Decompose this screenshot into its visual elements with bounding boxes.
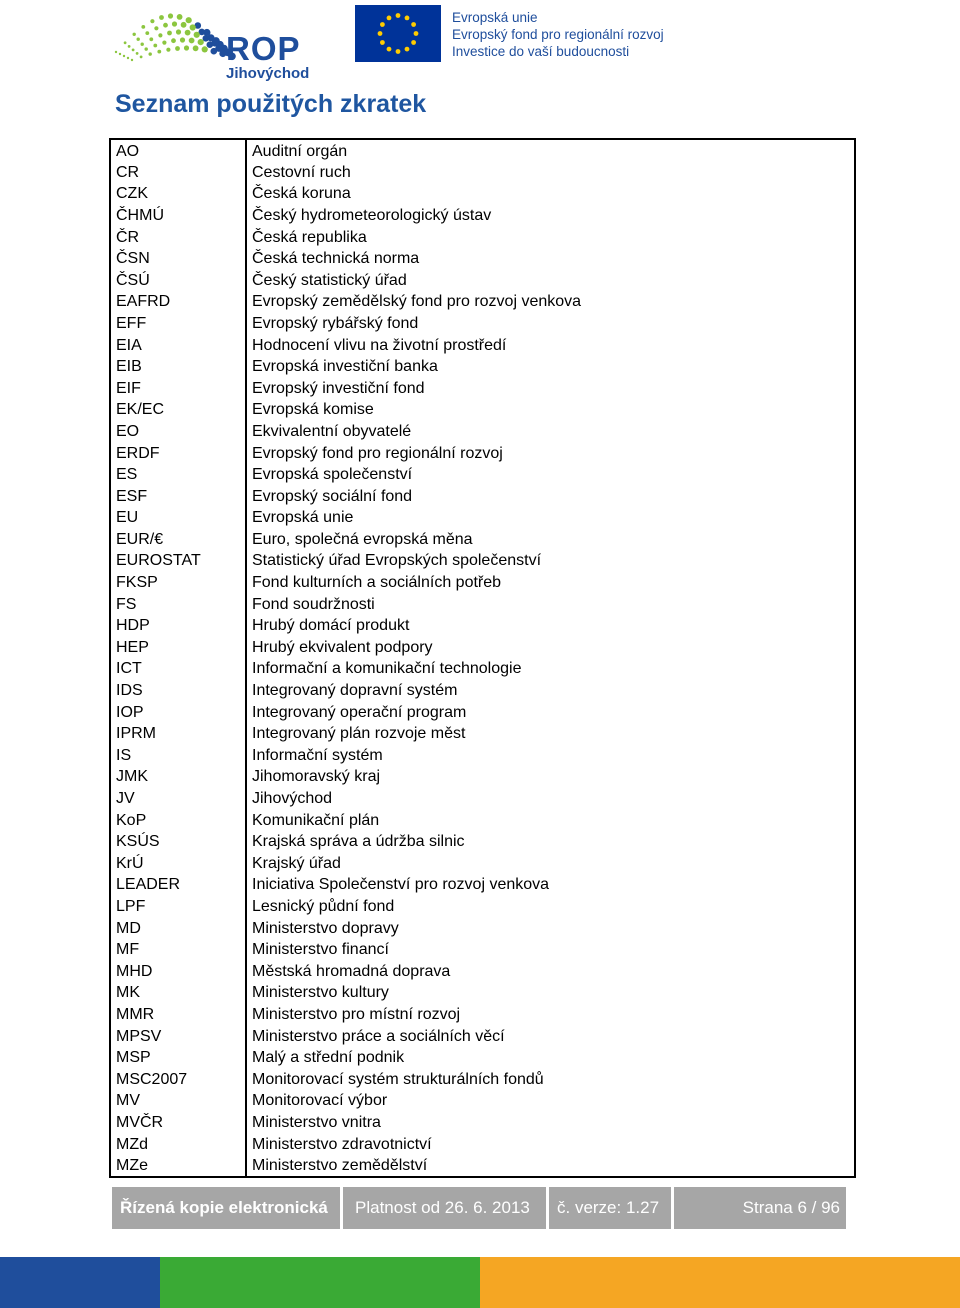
abbreviation-cell: MPSV xyxy=(110,1026,246,1048)
table-row xyxy=(110,939,855,961)
meaning-cell: Ekvivalentní obyvatelé xyxy=(252,422,412,440)
abbreviation-cell: KoP xyxy=(110,810,246,832)
meaning-cell: Český statistický úřad xyxy=(252,271,407,289)
abbreviation-cell: IOP xyxy=(110,702,246,724)
logo-dot xyxy=(145,47,148,50)
footer-page-number: Strana 6 / 96 xyxy=(674,1187,846,1229)
table-row xyxy=(110,572,855,594)
table-row xyxy=(110,680,855,702)
meaning-cell: Integrovaný plán rozvoje měst xyxy=(252,725,466,743)
meaning-cell: Hodnocení vlivu na životní prostředí xyxy=(252,336,507,354)
abbreviation-table xyxy=(109,138,856,1178)
logo-dot xyxy=(185,30,191,36)
abbreviation-cell: MMR xyxy=(110,1004,246,1026)
table-row xyxy=(110,551,855,573)
table-row xyxy=(110,983,855,1005)
meaning-cell: Informační a komunikační technologie xyxy=(252,660,522,678)
table-row xyxy=(110,767,855,789)
table-row xyxy=(110,810,855,832)
meaning-cell: Euro, společná evropská měna xyxy=(252,530,473,548)
page-title: Seznam použitých zkratek xyxy=(115,90,427,118)
meaning-cell: Monitorovací systém strukturálních fondů xyxy=(252,1070,544,1088)
table-row xyxy=(110,529,855,551)
abbreviation-cell: KSÚS xyxy=(110,831,246,853)
abbreviation-cell: MD xyxy=(110,918,246,940)
logo-dot xyxy=(175,46,180,51)
stripe-segment-blue xyxy=(0,1257,160,1308)
logo-dot xyxy=(168,13,173,18)
table-row xyxy=(110,421,855,443)
meaning-cell: Evropská unie xyxy=(252,509,354,527)
logo-dot xyxy=(159,15,164,20)
rop-logo-name: ROP xyxy=(226,30,301,67)
table-row xyxy=(110,1112,855,1134)
logo-dot xyxy=(119,53,121,55)
abbreviation-cell: MSC2007 xyxy=(110,1069,246,1091)
stripe-segment-orange xyxy=(480,1257,960,1308)
eu-star-icon xyxy=(387,16,392,21)
abbreviation-cell: JV xyxy=(110,788,246,810)
meaning-cell: Krajský úřad xyxy=(252,854,341,872)
table-row xyxy=(110,1026,855,1048)
table-row xyxy=(110,205,855,227)
table-row xyxy=(110,335,855,357)
table-row xyxy=(110,139,855,162)
abbreviation-cell: CZK xyxy=(110,184,246,206)
abbreviation-cell: MV xyxy=(110,1091,246,1113)
abbreviation-cell: ICT xyxy=(110,659,246,681)
logo-dot xyxy=(154,26,158,30)
table-row xyxy=(110,659,855,681)
table-row xyxy=(110,702,855,724)
meaning-cell: Česká koruna xyxy=(252,185,351,203)
meaning-cell: Evropská investiční banka xyxy=(252,358,438,376)
meaning-cell: Komunikační plán xyxy=(252,811,380,829)
logo-dot xyxy=(141,25,145,29)
abbreviation-cell: ČSÚ xyxy=(110,270,246,292)
table-row xyxy=(110,1004,855,1026)
abbreviation-cell: KrÚ xyxy=(110,853,246,875)
abbreviation-cell: AO xyxy=(110,139,246,162)
eu-star-icon xyxy=(380,40,385,45)
abbreviation-table-body xyxy=(110,139,855,1177)
table-row xyxy=(110,162,855,184)
abbreviation-cell: IS xyxy=(110,745,246,767)
abbreviation-cell: MZe xyxy=(110,1155,246,1177)
table-row xyxy=(110,961,855,983)
meaning-cell: Evropská komise xyxy=(252,401,374,419)
logo-dot xyxy=(124,41,127,44)
eu-caption-line-1: Evropská unie xyxy=(452,10,538,25)
logo-dot xyxy=(203,35,210,42)
meaning-cell: Evropský fond pro regionální rozvoj xyxy=(252,444,503,462)
meaning-cell: Evropský sociální fond xyxy=(252,487,413,505)
eu-star-icon xyxy=(411,22,416,27)
meaning-cell: Evropský investiční fond xyxy=(252,379,425,397)
table-row xyxy=(110,378,855,400)
table-row xyxy=(110,313,855,335)
abbreviation-cell: EFF xyxy=(110,313,246,335)
logo-dot xyxy=(132,49,135,52)
logo-dot xyxy=(127,57,129,59)
eu-star-icon xyxy=(378,31,383,36)
logo-dot xyxy=(133,33,136,36)
meaning-cell: Evropský zemědělský fond pro rozvoj venkova xyxy=(252,293,582,311)
abbreviation-cell: MVČR xyxy=(110,1112,246,1134)
table-row xyxy=(110,227,855,249)
logo-dot xyxy=(186,17,192,23)
logo-dot xyxy=(123,55,125,57)
abbreviation-cell: EAFRD xyxy=(110,292,246,314)
logo-dot xyxy=(180,37,185,42)
abbreviation-cell: HEP xyxy=(110,637,246,659)
table-row xyxy=(110,508,855,530)
table-row xyxy=(110,723,855,745)
logo-dot xyxy=(140,56,143,59)
meaning-cell: Česká technická norma xyxy=(252,250,420,268)
table-row xyxy=(110,270,855,292)
document-footer xyxy=(112,1187,846,1229)
logo-dot xyxy=(166,48,170,52)
logo-dot xyxy=(157,50,161,54)
eu-star-icon xyxy=(411,40,416,45)
table-row xyxy=(110,292,855,314)
table-row xyxy=(110,486,855,508)
logo-dot xyxy=(193,45,199,51)
meaning-cell: Evropský rybářský fond xyxy=(252,314,419,332)
eu-star-icon xyxy=(387,47,392,52)
table-row xyxy=(110,464,855,486)
meaning-cell: Integrovaný dopravní systém xyxy=(252,682,458,700)
table-row xyxy=(110,1155,855,1177)
logo-dot xyxy=(202,46,208,52)
table-row xyxy=(110,788,855,810)
meaning-cell: Ministerstvo financí xyxy=(252,941,389,959)
logo-dot xyxy=(194,32,200,38)
meaning-cell: Evropská společenství xyxy=(252,466,413,484)
logo-dot xyxy=(153,44,157,48)
meaning-cell: Ministerstvo vnitra xyxy=(252,1113,381,1131)
abbreviation-cell: LPF xyxy=(110,896,246,918)
meaning-cell: Ministerstvo dopravy xyxy=(252,919,399,937)
abbreviation-cell: EUROSTAT xyxy=(110,551,246,573)
logo-dot xyxy=(149,52,152,55)
meaning-cell: Cestovní ruch xyxy=(252,163,351,181)
abbreviation-cell: JMK xyxy=(110,767,246,789)
logo-dot xyxy=(198,39,204,45)
meaning-cell: Informační systém xyxy=(252,746,383,764)
abbreviation-cell: ERDF xyxy=(110,443,246,465)
meaning-cell: Ministerstvo kultury xyxy=(252,984,389,1002)
table-row xyxy=(110,1069,855,1091)
abbreviation-cell: IDS xyxy=(110,680,246,702)
abbreviation-cell: EIF xyxy=(110,378,246,400)
meaning-cell: Integrovaný operační program xyxy=(252,703,467,721)
meaning-cell: Iniciativa Společenství pro rozvoj venkova xyxy=(252,876,550,894)
logo-dot xyxy=(207,41,214,48)
table-row xyxy=(110,875,855,897)
logo-dot xyxy=(115,51,117,53)
table-row xyxy=(110,896,855,918)
abbreviation-cell: ČSN xyxy=(110,248,246,270)
eu-star-icon xyxy=(396,13,401,18)
table-row xyxy=(110,248,855,270)
eu-fund-caption xyxy=(452,9,664,60)
eu-star-icon xyxy=(396,49,401,54)
eu-star-icon xyxy=(405,47,410,52)
logo-dot xyxy=(190,24,196,30)
logo-dot xyxy=(162,41,166,45)
meaning-cell: Krajská správa a údržba silnic xyxy=(252,833,465,851)
meaning-cell: Hrubý domácí produkt xyxy=(252,617,410,635)
table-row xyxy=(110,356,855,378)
logo-dot xyxy=(145,31,149,35)
meaning-cell: Malý a střední podnik xyxy=(252,1049,405,1067)
abbreviation-cell: EIA xyxy=(110,335,246,357)
abbreviation-cell: EIB xyxy=(110,356,246,378)
meaning-cell: Hrubý ekvivalent podpory xyxy=(252,638,433,656)
logo-dot xyxy=(149,37,153,41)
logo-dot xyxy=(181,22,187,28)
abbreviation-cell: ČR xyxy=(110,227,246,249)
rop-logo-region: Jihovýchod xyxy=(226,65,310,82)
abbreviation-cell: EU xyxy=(110,508,246,530)
meaning-cell: Fond kulturních a sociálních potřeb xyxy=(252,574,502,592)
table-row xyxy=(110,637,855,659)
footer-version: č. verze: 1.27 xyxy=(549,1187,671,1229)
stripe-segment-green xyxy=(160,1257,480,1308)
meaning-cell: Ministerstvo zemědělství xyxy=(252,1156,428,1174)
meaning-cell: Český hydrometeorologický ústav xyxy=(252,206,492,224)
abbreviation-cell: MHD xyxy=(110,961,246,983)
table-row xyxy=(110,615,855,637)
logo-dot xyxy=(150,19,154,23)
abbreviation-cell: FKSP xyxy=(110,572,246,594)
table-row xyxy=(110,594,855,616)
logo-dot xyxy=(171,38,176,43)
logo-dot xyxy=(184,45,189,50)
logo-dot xyxy=(136,52,139,55)
abbreviation-cell: LEADER xyxy=(110,875,246,897)
abbreviation-cell: HDP xyxy=(110,615,246,637)
meaning-cell: Ministerstvo práce a sociálních věcí xyxy=(252,1027,505,1045)
abbreviation-cell: EO xyxy=(110,421,246,443)
eu-caption-line-2: Evropský fond pro regionální rozvoj xyxy=(452,27,664,42)
meaning-cell: Ministerstvo pro místní rozvoj xyxy=(252,1005,461,1023)
table-row xyxy=(110,184,855,206)
logo-dot xyxy=(177,14,183,20)
table-row xyxy=(110,443,855,465)
abbreviation-cell: MSP xyxy=(110,1047,246,1069)
eu-caption-line-3: Investice do vaší budoucnosti xyxy=(452,44,630,59)
table-row xyxy=(110,745,855,767)
logo-dot xyxy=(211,48,218,55)
table-row xyxy=(110,1047,855,1069)
meaning-cell: Ministerstvo zdravotnictví xyxy=(252,1135,432,1153)
abbreviation-cell: ČHMÚ xyxy=(110,205,246,227)
table-row xyxy=(110,400,855,422)
logo-dot xyxy=(158,33,162,37)
meaning-cell: Monitorovací výbor xyxy=(252,1092,388,1110)
abbreviation-cell: ESF xyxy=(110,486,246,508)
abbreviation-cell: EK/EC xyxy=(110,400,246,422)
logo-dot xyxy=(131,59,133,61)
logo-dot xyxy=(176,29,181,34)
abbreviation-cell: ES xyxy=(110,464,246,486)
meaning-cell: Auditní orgán xyxy=(252,143,348,160)
abbreviation-cell: IPRM xyxy=(110,723,246,745)
table-row xyxy=(110,1134,855,1156)
logo-dot xyxy=(172,21,177,26)
footer-validity: Platnost od 26. 6. 2013 xyxy=(343,1187,546,1229)
abbreviation-cell: MK xyxy=(110,983,246,1005)
logo-dot xyxy=(163,23,168,28)
meaning-cell: Statistický úřad Evropských společenství xyxy=(252,552,542,570)
eu-star-icon xyxy=(380,22,385,27)
meaning-cell: Jihovýchod xyxy=(252,790,333,808)
table-row xyxy=(110,1091,855,1113)
footer-copy-type: Řízená kopie elektronická xyxy=(112,1187,340,1229)
eu-star-icon xyxy=(414,31,419,36)
abbreviation-cell: CR xyxy=(110,162,246,184)
abbreviation-cell: MZd xyxy=(110,1134,246,1156)
logo-dot xyxy=(167,31,172,36)
table-row xyxy=(110,831,855,853)
bottom-color-stripe xyxy=(0,1257,960,1308)
eu-flag-icon xyxy=(355,5,441,62)
logo-dot xyxy=(128,45,131,48)
abbreviation-cell: FS xyxy=(110,594,246,616)
abbreviation-cell: EUR/€ xyxy=(110,529,246,551)
meaning-cell: Lesnický půdní fond xyxy=(252,897,395,915)
table-row xyxy=(110,918,855,940)
eu-star-icon xyxy=(405,16,410,21)
meaning-cell: Fond soudržnosti xyxy=(252,595,375,613)
meaning-cell: Česká republika xyxy=(252,228,367,246)
logo-dot xyxy=(189,38,195,44)
meaning-cell: Městská hromadná doprava xyxy=(252,962,451,980)
table-row xyxy=(110,853,855,875)
logo-dot xyxy=(141,43,144,46)
logo-dot xyxy=(137,38,140,41)
meaning-cell: Jihomoravský kraj xyxy=(252,768,381,786)
abbreviation-cell: MF xyxy=(110,939,246,961)
